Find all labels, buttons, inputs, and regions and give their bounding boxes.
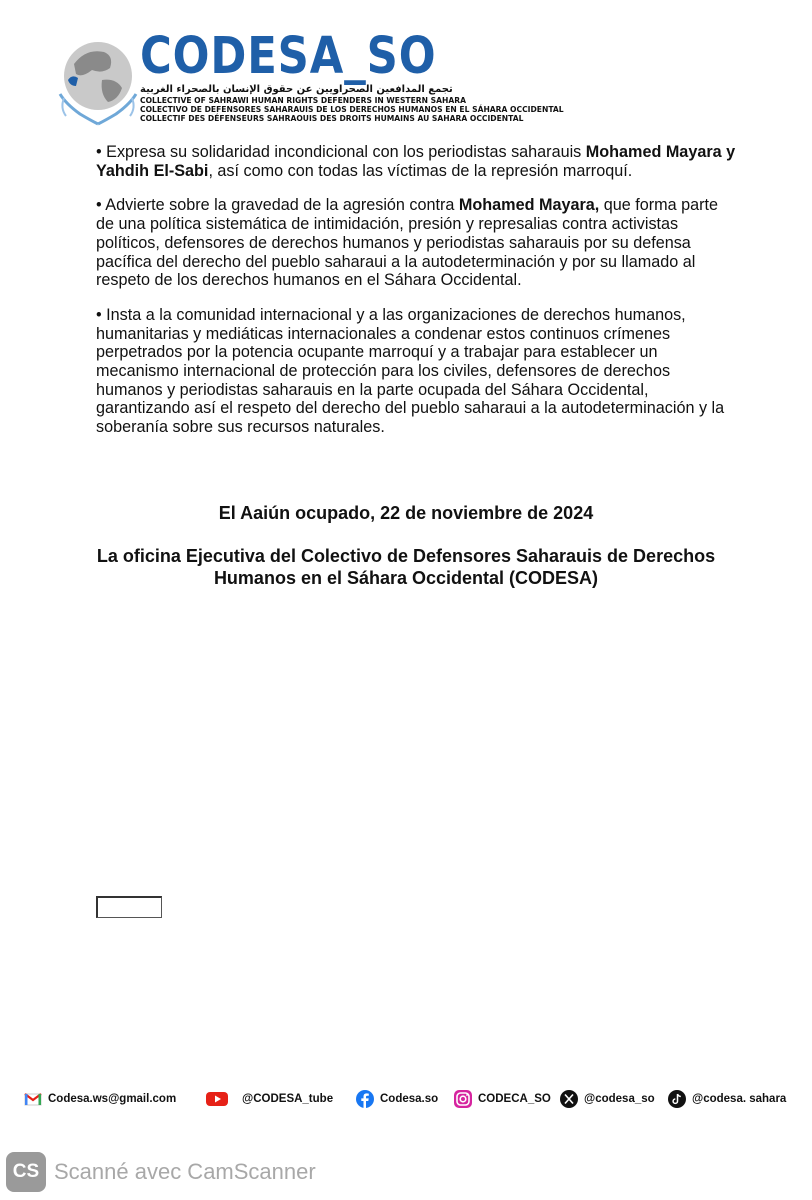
youtube-text: @CODESA_tube (242, 1093, 334, 1105)
paragraph-warning (96, 196, 736, 290)
journalist-names: Mohamed Mayara y Yahdih El-Sabi (96, 143, 736, 180)
empty-box (96, 896, 162, 918)
brand-name: CODESA_SO (140, 27, 437, 86)
brand-block (140, 27, 564, 123)
spanish-subtitle: COLECTIVO DE DEFENSORES SAHARAUIS DE LOS DERECHOS HUMANOS EN EL SÁHARA OCCIDENTAL (140, 105, 564, 114)
paragraph-call-to-action: • Insta a la comunidad internacional y a las organizaciones de derechos humanos, humanitarias y mediáticas internacionales a condenar estos continuos crímenes perpetrados por la potencia ocupante marroquí y a trabajar para establecer un mecanismo internacional de protección para los civiles, defensores de derechos humanos y periodistas saharauis en la parte ocupada del Sáhara Occidental, garantizando así el respeto del derecho del pueblo saharaui a la autodeterminación y la soberanía sobre sus recursos naturales. (96, 305, 725, 437)
tiktok-text: @codesa. sahara (692, 1093, 787, 1105)
french-subtitle: COLLECTIF DES DÉFENSEURS SAHRAOUIS DES DROITS HUMAINS AU SAHARA OCCIDENTAL (140, 114, 524, 123)
x-text: @codesa_so (584, 1093, 655, 1105)
contact-youtube[interactable] (206, 1090, 333, 1108)
paragraph-text: que forma parte de una política sistemática de intimidación, presión y represalias contra activistas políticos, defensores de derechos humanos y periodistas saharauis por su defensa pacífica del derecho del pueblo saharaui a la autodeterminación y por su llamado al respeto de los derechos humanos en el Sáhara Occidental. (96, 196, 719, 290)
journalist-name: Mohamed Mayara, (458, 196, 600, 215)
contact-instagram[interactable] (454, 1090, 551, 1108)
contact-x[interactable] (560, 1090, 655, 1108)
contact-facebook[interactable] (356, 1090, 438, 1108)
camscanner-icon: CS (6, 1152, 46, 1192)
camscanner-text: Scanné avec CamScanner (54, 1159, 316, 1184)
globe-hands-logo-icon (52, 34, 138, 130)
paragraph-text: • Expresa su solidaridad incondicional con los periodistas saharauis (96, 143, 586, 161)
facebook-text: Codesa.so (380, 1093, 439, 1105)
youtube-icon (206, 1090, 228, 1108)
paragraph-text: • Advierte sobre la gravedad de la agresión contra (96, 196, 459, 215)
tiktok-icon (668, 1090, 686, 1108)
english-subtitle: COLLECTIVE OF SAHRAWI HUMAN RIGHTS DEFENDERS IN WESTERN SAHARA (140, 96, 466, 105)
instagram-text: CODECA_SO (478, 1093, 551, 1105)
x-icon (560, 1090, 578, 1108)
email-text: Codesa.ws@gmail.com (48, 1093, 177, 1105)
codesa-logo (52, 27, 564, 138)
contact-email[interactable] (24, 1090, 176, 1108)
statement-body (96, 143, 736, 453)
camscanner-watermark (6, 1152, 316, 1192)
signature: La oficina Ejecutiva del Colectivo de Defensores Saharauis de Derechos Humanos en el Sáhara Occidental (CODESA) (96, 546, 716, 588)
contact-footer (24, 1090, 804, 1112)
paragraph-solidarity (96, 143, 736, 180)
paragraph-text: , así como con todas las víctimas de la represión marroquí. (208, 161, 633, 180)
gmail-icon (24, 1090, 42, 1108)
place-date: El Aaiún ocupado, 22 de noviembre de 2024 (218, 503, 594, 523)
instagram-icon (454, 1090, 472, 1108)
facebook-icon (356, 1090, 374, 1108)
contact-tiktok[interactable] (668, 1090, 786, 1108)
arabic-subtitle: تجمع المدافعين الصحراويين عن حقوق الإنسان بالصحراء الغربية (140, 84, 453, 95)
